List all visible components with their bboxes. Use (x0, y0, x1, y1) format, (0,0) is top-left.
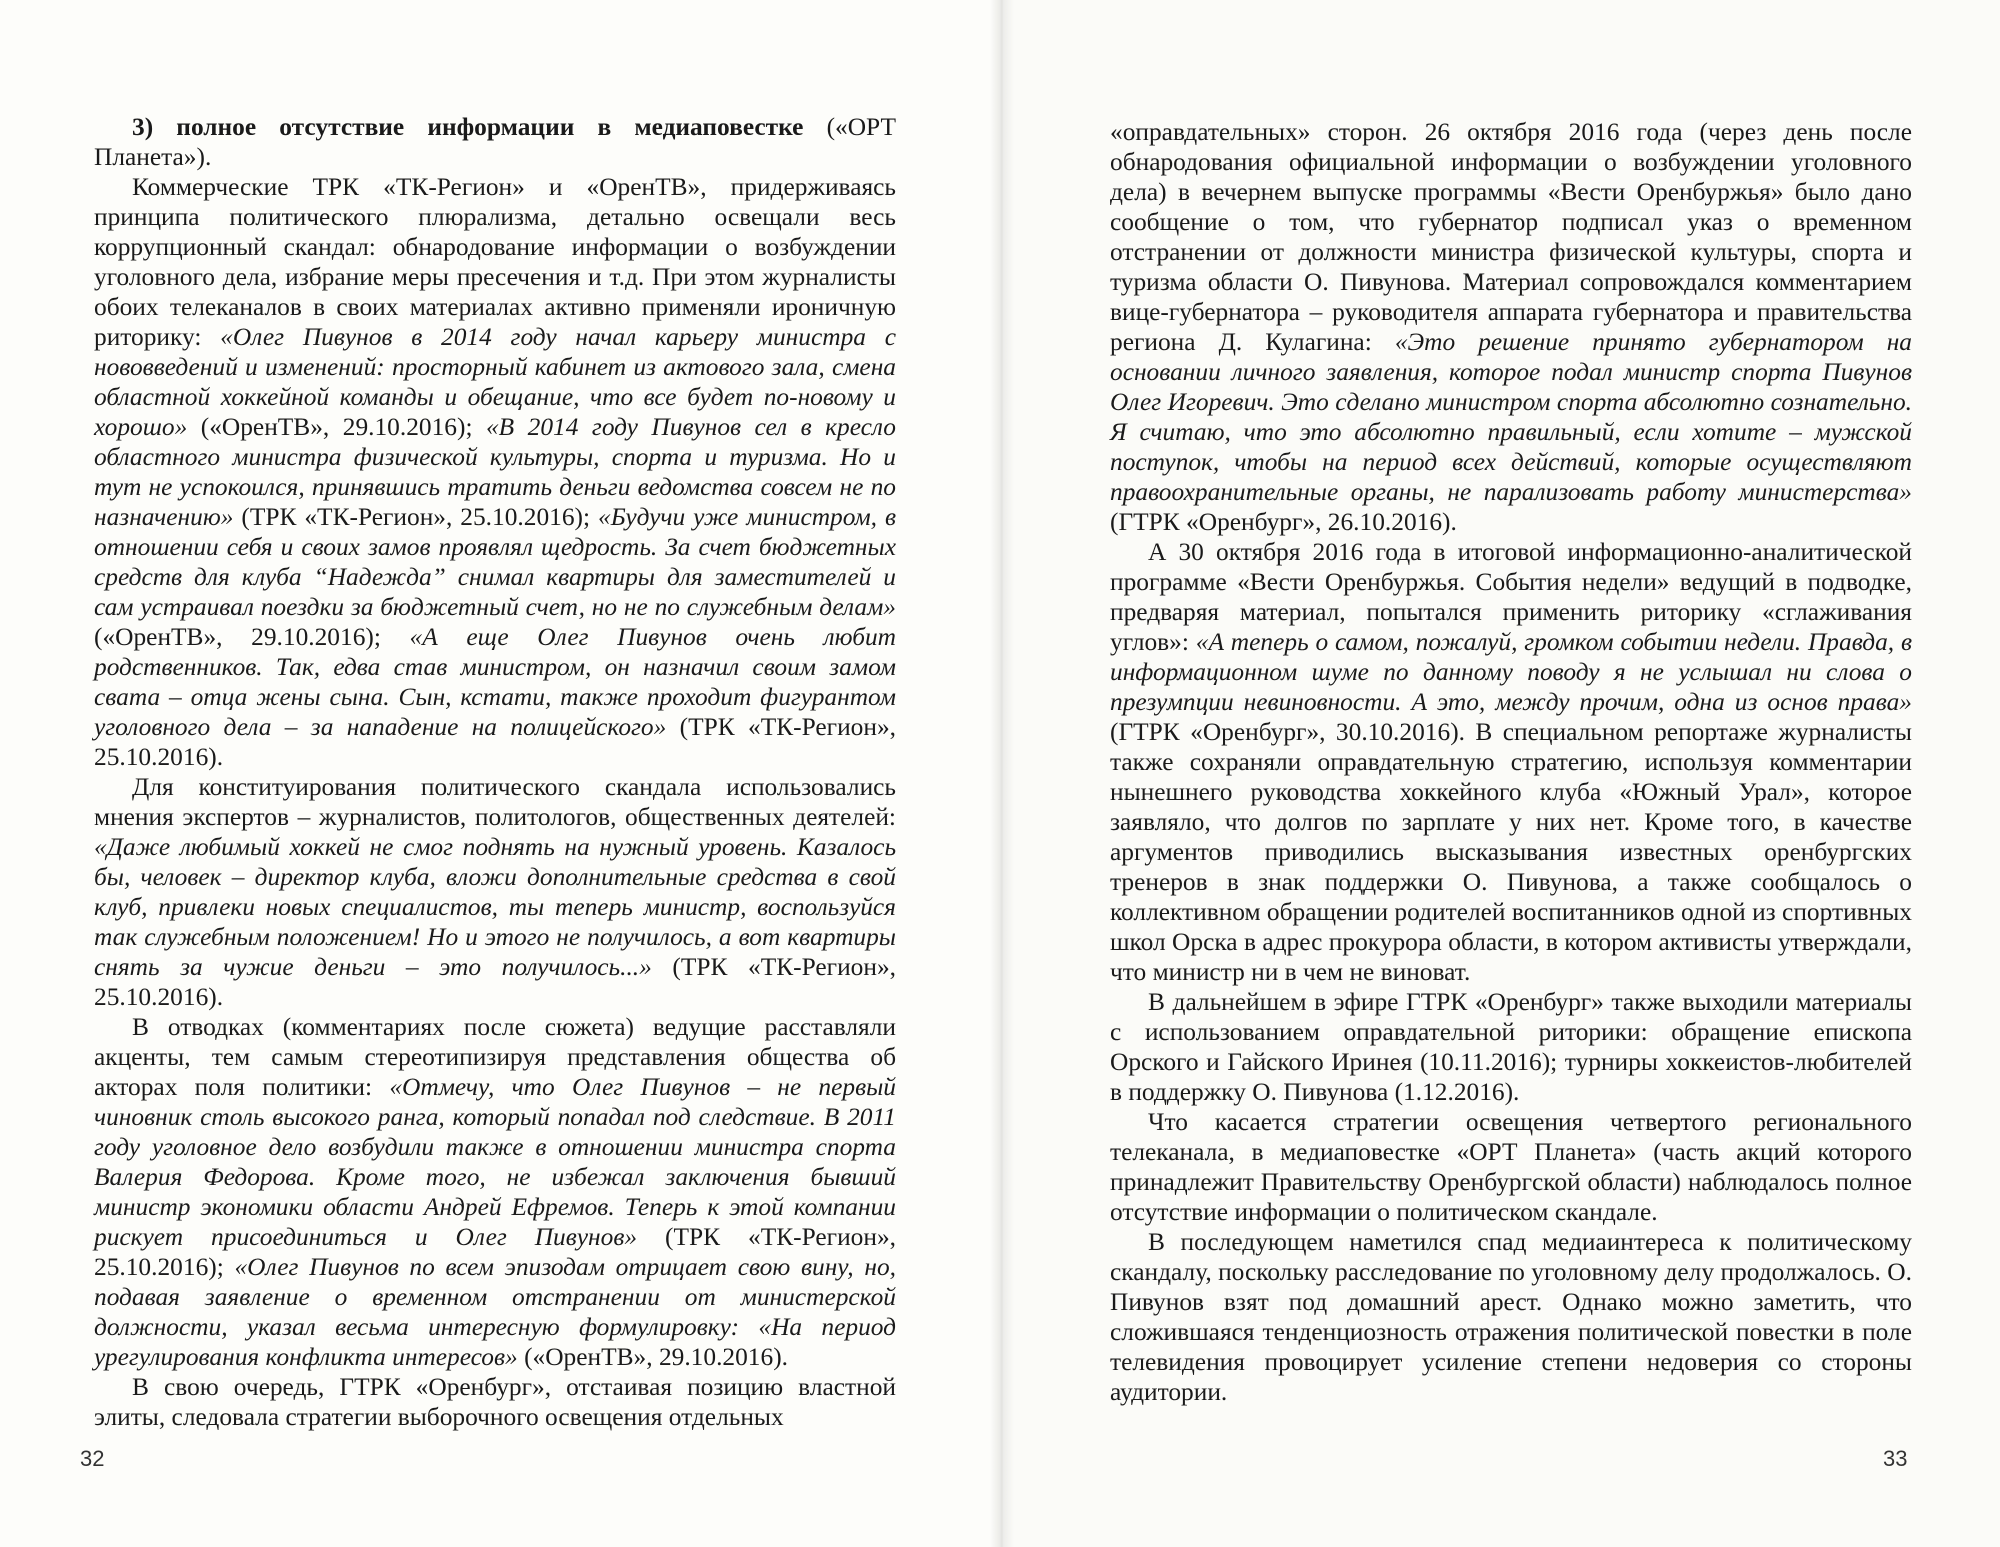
quote: «Олег Пивунов в 2014 году начал карьеру министра с нововведений и изменений: просторный кабинет из актового зала, смена областной хоккейной команды и обещание, что все будет по-новому и хорошо» (94, 323, 896, 441)
paragraph: Коммерческие ТРК «ТК-Регион» и «ОренТВ», придерживаясь принципа политического плюрализма, детально освещали весь коррупционный скандал: обнародование информации о возбуждении уголовного дела, избрание меры пресечения и т.д. При этом журналисты обоих телеканалов в своих материалах активно применяли ироничную риторику: «Олег Пивунов в 2014 году начал карьеру министра с нововведений и изменений: просторный кабинет из актового зала, смена областной хоккейной команды и обещание, что все будет по-новому и хорошо» («ОренТВ», 29.10.2016); «В 2014 году Пивунов сел в кресло областного министра физической культуры, спорта и туризма. Но и тут не успокоился, принявшись тратить деньги ведомства совсем не по назначению» (ТРК «ТК-Регион», 25.10.2016); «Будучи уже министром, в отношении себя и своих замов проявлял щедрость. За счет бюджетных средств для клуба “Надежда” снимал квартиры для заместителей и сам устраивал поездки за бюджетный счет, но не по служебным делам» («ОренТВ», 29.10.2016); «А еще Олег Пивунов очень любит родственников. Так, едва став министром, он назначил своим замом свата – отца жены сына. Сын, кстати, также проходит фигурантом уголовного дела – за нападение на полицейского» (ТРК «ТК-Регион», 25.10.2016). (94, 173, 896, 771)
paragraph: Что касается стратегии освещения четвертого регионального телеканала, в медиаповестке «ОРТ Планета» (часть акций которого принадлежит Правительству Оренбургской области) наблюдалось полное отсутствие информации о политическом скандале. (1110, 1108, 1912, 1226)
quote: «А еще Олег Пивунов очень любит родственников. Так, едва став министром, он назначил своим замом свата – отца жены сына. Сын, кстати, также проходит фигурантом уголовного дела – за нападение на полицейского» (94, 623, 896, 741)
page-number: 33 (1883, 1446, 1908, 1471)
quote: «А теперь о самом, пожалуй, громком событии недели. Правда, в информационном шуме по данному поводу я не услышал ни слова о презумпции невиновности. А это, между прочим, одна из основ права» (1110, 628, 1912, 716)
paragraph: Для конституирования политического скандала использовались мнения экспертов – журналистов, политологов, общественных деятелей: «Даже любимый хоккей не смог поднять на нужный уровень. Казалось бы, человек – директор клуба, вложи дополнительные средства в свой клуб, привлеки новых специалистов, ты теперь министр, воспользуйся так служебным положением! Но и этого не получилось, а вот квартиры снять за чужие деньги – это получилось...» (ТРК «ТК-Регион», 25.10.2016). (94, 773, 896, 1011)
paragraph: А 30 октября 2016 года в итоговой информационно-аналитической программе «Вести Оренбуржья. События недели» ведущий в подводке, предваряя материал, попытался применить риторику «сглаживания углов»: «А теперь о самом, пожалуй, громком событии недели. Правда, в информационном шуме по данному поводу я не услышал ни слова о презумпции невиновности. А это, между прочим, одна из основ права» (ГТРК «Оренбург», 30.10.2016). В специальном репортаже журналисты также сохраняли оправдательную стратегию, используя комментарии нынешнего руководства хоккейного клуба «Южный Урал», которое заявляло, что долгов по зарплате у них нет. Кроме того, в качестве аргументов приводились высказывания известных оренбургских тренеров в знак поддержки О. Пивунова, а также сообщалось о коллективном обращении родителей воспитанников одной из спортивных школ Орска в адрес прокурора области, в котором активисты утверждали, что министр ни в чем не виноват. (1110, 538, 1912, 986)
paragraph: В последующем наметился спад медиаинтереса к политическому скандалу, поскольку расследование по уголовному делу продолжалось. О. Пивунов взят под домашний арест. Однако можно заметить, что сложившаяся тенденциозность отражения политической повестки в поле телевидения провоцирует усиление степени недоверия со стороны аудитории. (1110, 1228, 1912, 1406)
right-page (1000, 0, 2000, 1547)
paragraph: «оправдательных» сторон. 26 октября 2016 года (через день после обнародования официальной информации о возбуждении уголовного дела) в вечернем выпуске программы «Вести Оренбуржья» было дано сообщение о том, что губернатор подписал указ о временном отстранении от должности министра физической культуры, спорта и туризма области О. Пивунова. Материал сопровождался комментарием вице-губернатора – руководителя аппарата губернатора и правительства региона Д. Кулагина: «Это решение принято губернатором на основании личного заявления, которое подал министр спорта Пивунов Олег Игоревич. Это сделано министром спорта абсолютно сознательно. Я считаю, что это абсолютно правильный, если хотите – мужской поступок, чтобы на период всех действий, которые осуществляют правоохранительные органы, не парализовать работу министерства» (ГТРК «Оренбург», 26.10.2016). (1110, 118, 1912, 536)
paragraph: 3) полное отсутствие информации в медиаповестке («ОРТ Планета»). (94, 113, 896, 171)
paragraph: В свою очередь, ГТРК «Оренбург», отстаивая позицию властной элиты, следовала стратегии выборочного освещения отдельных (94, 1373, 896, 1431)
quote: «В 2014 году Пивунов сел в кресло областного министра физической культуры, спорта и туризма. Но и тут не успокоился, принявшись тратить деньги ведомства совсем не по назначению» (94, 413, 896, 531)
paragraph: В отводках (комментариях после сюжета) ведущие расставляли акценты, тем самым стереотипизируя представления общества об акторах поля политики: «Отмечу, что Олег Пивунов – не первый чиновник столь высокого ранга, который попадал под следствие. В 2011 году уголовное дело возбудили также в отношении министра спорта Валерия Федорова. Кроме того, не избежал заключения бывший министр экономики области Андрей Ефремов. Теперь к этой компании рискует присоединиться и Олег Пивунов» (ТРК «ТК-Регион», 25.10.2016); «Олег Пивунов по всем эпизодам отрицает свою вину, но, подавая заявление о временном отстранении от министерской должности, указал весьма интересную формулировку: «На период урегулирования конфликта интересов» («ОренТВ», 29.10.2016). (94, 1013, 897, 1371)
left-page-text (94, 112, 896, 1432)
page-number: 32 (80, 1446, 105, 1471)
book-gutter (990, 0, 1014, 1547)
paragraph: В дальнейшем в эфире ГТРК «Оренбург» также выходили материалы с использованием оправдательной риторики: обращение епископа Орского и Гайского Иринея (10.11.2016); турниры хоккеистов-любителей в поддержку О. Пивунова (1.12.2016). (1110, 988, 1912, 1106)
quote: «Олег Пивунов по всем эпизодам отрицает свою вину, но, подавая заявление о временном отстранении от министерской должности, указал весьма интересную формулировку: «На период урегулирования конфликта интересов» (94, 1253, 896, 1371)
quote: «Будучи уже министром, в отношении себя и своих замов проявлял щедрость. За счет бюджетных средств для клуба “Надежда” снимал квартиры для заместителей и сам устраивал поездки за бюджетный счет, но не по служебным делам» (94, 503, 896, 621)
right-page-text (1110, 117, 1912, 1407)
quote: «Это решение принято губернатором на основании личного заявления, которое подал министр спорта Пивунов Олег Игоревич. Это сделано министром спорта абсолютно сознательно. Я считаю, что это абсолютно правильный, если хотите – мужской поступок, чтобы на период всех действий, которые осуществляют правоохранительные органы, не парализовать работу министерства» (1110, 328, 1912, 506)
bold-lead: 3) полное отсутствие информации в медиаповестке (132, 113, 804, 141)
quote: «Отмечу, что Олег Пивунов – не первый чиновник столь высокого ранга, который попадал под следствие. В 2011 году уголовное дело возбудили также в отношении министра спорта Валерия Федорова. Кроме того, не избежал заключения бывший министр экономики области Андрей Ефремов. Теперь к этой компании рискует присоединиться и Олег Пивунов» (94, 1073, 896, 1251)
quote: «Даже любимый хоккей не смог поднять на нужный уровень. Казалось бы, человек – директор клуба, вложи дополнительные средства в свой клуб, привлеки новых специалистов, ты теперь министр, воспользуйся так служебным положением! Но и этого не получилось, а вот квартиры снять за чужие деньги – это получилось...» (94, 833, 896, 981)
